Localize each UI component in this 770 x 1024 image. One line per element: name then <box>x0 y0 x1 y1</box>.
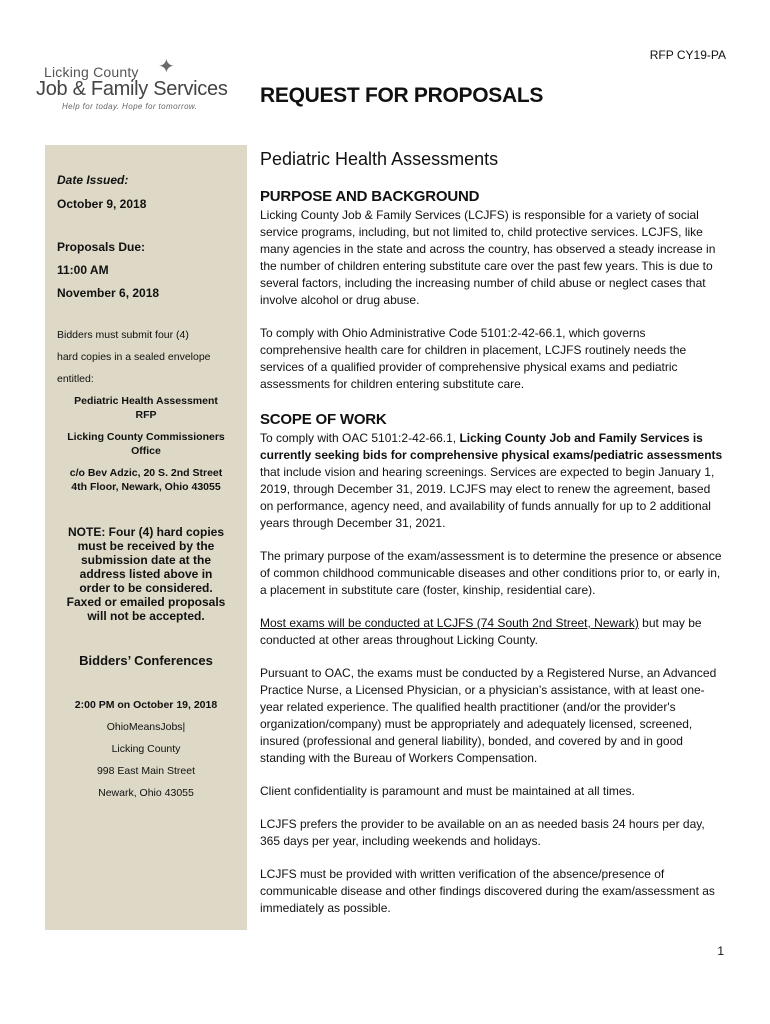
rfp-id: RFP CY19-PA <box>649 48 726 62</box>
date-issued: October 9, 2018 <box>57 197 147 211</box>
scope-paragraph-6: LCJFS prefers the provider to be available on an as needed basis 24 hours per day, 365 days per year, including weekends and holidays. <box>260 817 705 848</box>
conference-time: 2:00 PM on October 19, 2018 <box>74 699 218 711</box>
office-name-2: Office <box>131 445 161 457</box>
agency-logo <box>36 56 246 120</box>
purpose-paragraph-1: Licking County Job & Family Services (LCJFS) is responsible for a variety of social service programs, including, but not limited to, child protective services. LCJFS, like many agencies in the state and across the country, has observed a steady increase in the number of children entering substitute care over the past few years. This is due to several factors, including the increasing number of child abuse or neglect cases that involve alcohol or drug abuse. <box>260 208 716 307</box>
scope-p1-text-c: that include vision and hearing screenings. Services are expected to begin January 1, 2019, through December 31, 2019. LCJFS may elect to renew the agreement, based on performance, agency need, and availability of funds annually for up to 2 additional years through December 31, 2021. <box>260 465 715 530</box>
submit-instructions-3: entitled: <box>57 373 94 385</box>
office-name-1: Licking County Commissioners <box>67 431 225 443</box>
logo-county: Licking County <box>44 64 139 80</box>
main-content <box>260 145 725 933</box>
scope-paragraph-5: Client confidentiality is paramount and must be maintained at all times. <box>260 784 635 798</box>
submit-instructions-1: Bidders must submit four (4) <box>57 329 189 341</box>
note-line-4: address listed above in <box>79 567 213 581</box>
scope-paragraph-3 <box>260 615 725 649</box>
logo-agency: Job & Family Services <box>36 78 228 100</box>
scope-p3-text: but may be conducted at other areas throughout Licking County. <box>260 616 702 647</box>
due-date: November 6, 2018 <box>57 286 160 300</box>
scope-heading: SCOPE OF WORK <box>260 411 387 428</box>
envelope-title-1: Pediatric Health Assessment <box>74 395 218 407</box>
conferences-heading: Bidders’ Conferences <box>79 653 213 668</box>
due-time: 11:00 AM <box>57 263 109 277</box>
sidebar-info-box <box>45 145 247 930</box>
page-title: REQUEST FOR PROPOSALS <box>260 84 544 107</box>
note-line-1: NOTE: Four (4) hard copies <box>67 525 224 539</box>
conference-location-2: Licking County <box>111 743 181 755</box>
page-number: 1 <box>717 944 724 958</box>
date-issued-label: Date Issued: <box>57 173 129 187</box>
conference-location-1: OhioMeansJobs| <box>106 721 186 733</box>
purpose-heading: PURPOSE AND BACKGROUND <box>260 188 480 205</box>
submit-instructions-2: hard copies in a sealed envelope <box>57 351 211 363</box>
logo-tagline: Help for today. Hope for tomorrow. <box>62 102 198 111</box>
purpose-paragraph-2: To comply with Ohio Administrative Code 5101:2-42-66.1, which governs comprehensive health care for children in placement, LCJFS routinely needs the services of a qualified provider of comprehensive physical exams and pediatric assessments for children entering substitute care. <box>260 326 687 391</box>
scope-p3-underlined: Most exams will be conducted at LCJFS (74 South 2nd Street, Newark) <box>260 616 639 630</box>
document-subtitle: Pediatric Health Assessments <box>260 149 499 169</box>
office-address-1: c/o Bev Adzic, 20 S. 2nd Street <box>69 467 223 479</box>
envelope-title-2: RFP <box>135 409 157 421</box>
scope-paragraph-2: The primary purpose of the exam/assessment is to determine the presence or absence of common childhood communicable diseases and other conditions prior to, or early in, a placement in substitute care (foster, kinship, residential care). <box>260 549 722 597</box>
note-line-6: Faxed or emailed proposals <box>66 595 226 609</box>
note-line-3: submission date at the <box>80 553 212 567</box>
scope-paragraph-7: LCJFS must be provided with written verification of the absence/presence of communicable disease and other findings discovered during the exam/assessment as immediately as possible. <box>260 867 715 915</box>
scope-paragraph-4: Pursuant to OAC, the exams must be conducted by a Registered Nurse, an Advanced Practice Nurse, a Licensed Physician, or a physician’s assistance, with at least one-year related experience. The qualified health practitioner (and/or the provider's organization/company) must be appropriately and adequately licensed, screened, insured (professional and general liability), bonded, and covered by and in good standing with the Bureau of Workers Compensation. <box>260 666 717 765</box>
scope-paragraph-1 <box>260 430 725 532</box>
office-address-2: 4th Floor, Newark, Ohio 43055 <box>71 481 221 493</box>
scope-p1-bold: Licking County Job and Family Services is currently seeking bids for comprehensive physical exams/pediatric assessments <box>260 431 723 462</box>
note-line-2: must be received by the <box>77 539 215 553</box>
note-line-5: order to be considered. <box>79 581 213 595</box>
scope-p1-text-a: To comply with OAC 5101:2-42-66.1, <box>260 431 460 445</box>
conference-location-4: Newark, Ohio 43055 <box>98 787 194 799</box>
star-icon: ✦ <box>158 56 175 78</box>
note-line-7: will not be accepted. <box>87 609 205 623</box>
proposals-due-label: Proposals Due: <box>57 240 146 254</box>
conference-location-3: 998 East Main Street <box>96 765 196 777</box>
